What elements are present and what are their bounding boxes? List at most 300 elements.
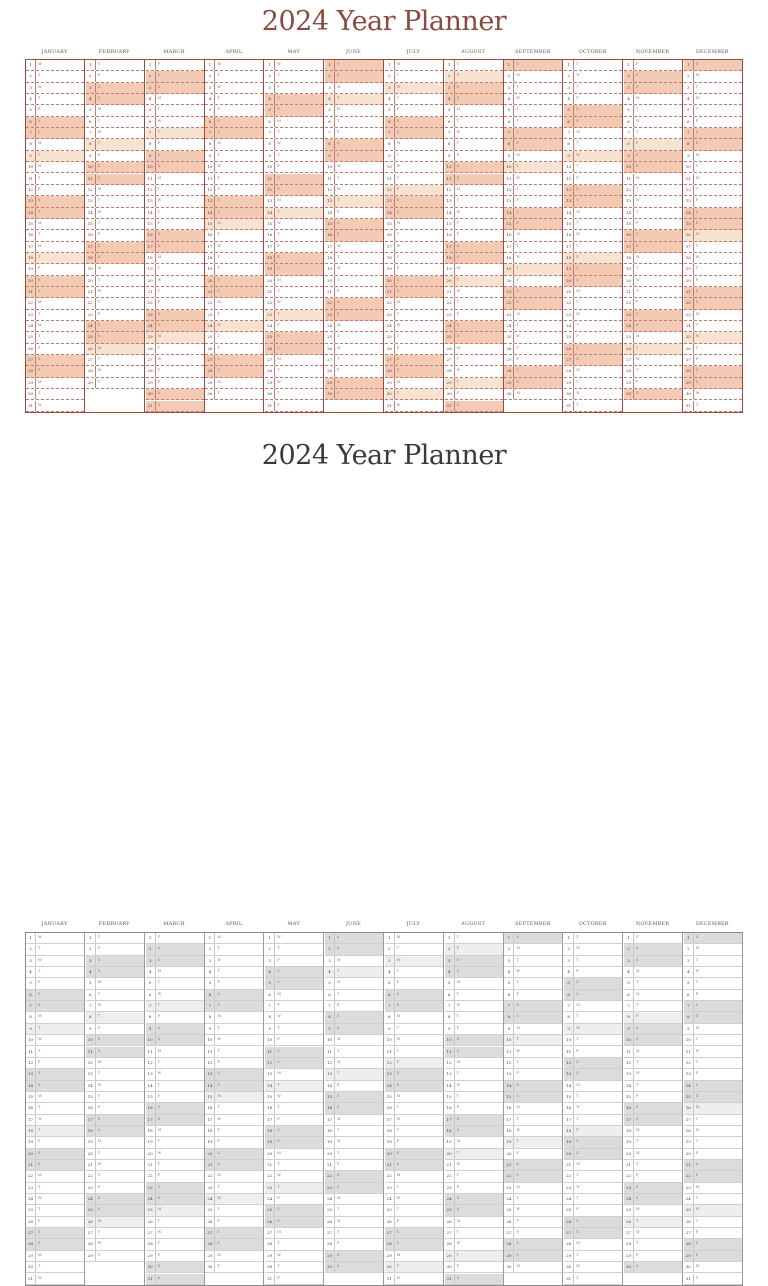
day-cell[interactable] <box>684 1149 742 1160</box>
day-cell[interactable] <box>205 332 263 343</box>
day-cell[interactable] <box>325 1217 383 1228</box>
day-cell[interactable] <box>445 1058 503 1069</box>
day-cell[interactable] <box>146 1239 204 1250</box>
day-cell[interactable] <box>265 242 323 253</box>
day-cell[interactable] <box>564 1024 622 1035</box>
day-cell[interactable] <box>86 933 144 944</box>
day-cell[interactable] <box>146 208 204 219</box>
day-cell[interactable] <box>564 401 622 412</box>
day-cell[interactable] <box>624 1047 682 1058</box>
day-cell[interactable] <box>325 276 383 287</box>
day-cell[interactable] <box>564 1262 622 1273</box>
day-cell[interactable] <box>684 287 742 298</box>
day-cell[interactable] <box>265 264 323 275</box>
day-cell[interactable] <box>146 71 204 82</box>
day-cell[interactable] <box>445 196 503 207</box>
day-cell[interactable] <box>26 1194 84 1205</box>
day-cell[interactable] <box>564 956 622 967</box>
day-cell[interactable] <box>504 1183 562 1194</box>
day-cell[interactable] <box>205 1092 263 1103</box>
day-cell[interactable] <box>504 105 562 116</box>
day-cell[interactable] <box>564 1205 622 1216</box>
day-cell[interactable] <box>26 94 84 105</box>
day-cell[interactable] <box>445 1217 503 1228</box>
day-cell[interactable] <box>26 990 84 1001</box>
day-cell[interactable] <box>385 978 443 989</box>
day-cell[interactable] <box>265 230 323 241</box>
day-cell[interactable] <box>26 1092 84 1103</box>
day-cell[interactable] <box>684 1239 742 1250</box>
day-cell[interactable] <box>26 355 84 366</box>
day-cell[interactable] <box>564 978 622 989</box>
day-cell[interactable] <box>325 1228 383 1239</box>
day-cell[interactable] <box>445 401 503 412</box>
day-cell[interactable] <box>265 1024 323 1035</box>
day-cell[interactable] <box>684 1205 742 1216</box>
day-cell[interactable] <box>146 355 204 366</box>
day-cell[interactable] <box>564 1171 622 1182</box>
day-cell[interactable] <box>385 94 443 105</box>
day-cell[interactable] <box>564 1092 622 1103</box>
day-cell[interactable] <box>205 196 263 207</box>
day-cell[interactable] <box>146 230 204 241</box>
day-cell[interactable] <box>504 276 562 287</box>
day-cell[interactable] <box>86 276 144 287</box>
day-cell[interactable] <box>684 162 742 173</box>
day-cell[interactable] <box>205 94 263 105</box>
day-cell[interactable] <box>146 1012 204 1023</box>
day-cell[interactable] <box>504 1103 562 1114</box>
day-cell[interactable] <box>265 1194 323 1205</box>
day-cell[interactable] <box>86 1217 144 1228</box>
day-cell[interactable] <box>86 151 144 162</box>
day-cell[interactable] <box>86 1103 144 1114</box>
day-cell[interactable] <box>325 242 383 253</box>
day-cell[interactable] <box>385 344 443 355</box>
day-cell[interactable] <box>385 944 443 955</box>
day-cell[interactable] <box>564 1012 622 1023</box>
day-cell[interactable] <box>445 1001 503 1012</box>
day-cell[interactable] <box>265 208 323 219</box>
day-cell[interactable] <box>564 230 622 241</box>
day-cell[interactable] <box>325 1262 383 1273</box>
day-cell[interactable] <box>445 1274 503 1285</box>
day-cell[interactable] <box>385 1262 443 1273</box>
day-cell[interactable] <box>205 1012 263 1023</box>
day-cell[interactable] <box>325 1092 383 1103</box>
day-cell[interactable] <box>624 276 682 287</box>
day-cell[interactable] <box>146 332 204 343</box>
day-cell[interactable] <box>265 355 323 366</box>
day-cell[interactable] <box>684 230 742 241</box>
day-cell[interactable] <box>684 1103 742 1114</box>
day-cell[interactable] <box>504 1239 562 1250</box>
day-cell[interactable] <box>265 128 323 139</box>
day-cell[interactable] <box>205 60 263 71</box>
day-cell[interactable] <box>205 287 263 298</box>
day-cell[interactable] <box>385 1160 443 1171</box>
day-cell[interactable] <box>564 1001 622 1012</box>
day-cell[interactable] <box>445 83 503 94</box>
day-cell[interactable] <box>684 366 742 377</box>
day-cell[interactable] <box>86 1081 144 1092</box>
day-cell[interactable] <box>385 332 443 343</box>
day-cell[interactable] <box>265 366 323 377</box>
day-cell[interactable] <box>624 287 682 298</box>
day-cell[interactable] <box>385 1001 443 1012</box>
day-cell[interactable] <box>205 1137 263 1148</box>
day-cell[interactable] <box>624 933 682 944</box>
day-cell[interactable] <box>146 389 204 400</box>
day-cell[interactable] <box>205 83 263 94</box>
day-cell[interactable] <box>325 1024 383 1035</box>
day-cell[interactable] <box>385 1149 443 1160</box>
day-cell[interactable] <box>385 253 443 264</box>
day-cell[interactable] <box>504 990 562 1001</box>
day-cell[interactable] <box>564 298 622 309</box>
day-cell[interactable] <box>205 344 263 355</box>
day-cell[interactable] <box>385 1024 443 1035</box>
day-cell[interactable] <box>445 1012 503 1023</box>
day-cell[interactable] <box>445 287 503 298</box>
day-cell[interactable] <box>86 967 144 978</box>
day-cell[interactable] <box>385 1137 443 1148</box>
day-cell[interactable] <box>684 242 742 253</box>
day-cell[interactable] <box>205 105 263 116</box>
day-cell[interactable] <box>265 321 323 332</box>
day-cell[interactable] <box>684 1058 742 1069</box>
day-cell[interactable] <box>624 1228 682 1239</box>
day-cell[interactable] <box>86 1012 144 1023</box>
day-cell[interactable] <box>86 242 144 253</box>
day-cell[interactable] <box>624 1069 682 1080</box>
day-cell[interactable] <box>564 1115 622 1126</box>
day-cell[interactable] <box>564 264 622 275</box>
day-cell[interactable] <box>504 1149 562 1160</box>
day-cell[interactable] <box>684 1160 742 1171</box>
day-cell[interactable] <box>26 401 84 412</box>
day-cell[interactable] <box>564 1194 622 1205</box>
day-cell[interactable] <box>445 105 503 116</box>
day-cell[interactable] <box>385 139 443 150</box>
day-cell[interactable] <box>684 1126 742 1137</box>
day-cell[interactable] <box>146 321 204 332</box>
day-cell[interactable] <box>26 1217 84 1228</box>
day-cell[interactable] <box>146 933 204 944</box>
day-cell[interactable] <box>26 1012 84 1023</box>
day-cell[interactable] <box>146 1069 204 1080</box>
day-cell[interactable] <box>26 1251 84 1262</box>
day-cell[interactable] <box>146 967 204 978</box>
day-cell[interactable] <box>26 71 84 82</box>
day-cell[interactable] <box>385 321 443 332</box>
day-cell[interactable] <box>504 83 562 94</box>
day-cell[interactable] <box>146 1115 204 1126</box>
day-cell[interactable] <box>504 1217 562 1228</box>
day-cell[interactable] <box>385 276 443 287</box>
day-cell[interactable] <box>325 298 383 309</box>
day-cell[interactable] <box>445 990 503 1001</box>
day-cell[interactable] <box>265 253 323 264</box>
day-cell[interactable] <box>265 139 323 150</box>
day-cell[interactable] <box>504 1069 562 1080</box>
day-cell[interactable] <box>564 366 622 377</box>
day-cell[interactable] <box>445 378 503 389</box>
day-cell[interactable] <box>624 967 682 978</box>
day-cell[interactable] <box>564 1183 622 1194</box>
day-cell[interactable] <box>445 310 503 321</box>
day-cell[interactable] <box>684 1069 742 1080</box>
day-cell[interactable] <box>684 1035 742 1046</box>
day-cell[interactable] <box>385 1183 443 1194</box>
day-cell[interactable] <box>265 1171 323 1182</box>
day-cell[interactable] <box>445 1137 503 1148</box>
day-cell[interactable] <box>684 1081 742 1092</box>
day-cell[interactable] <box>504 1251 562 1262</box>
day-cell[interactable] <box>684 151 742 162</box>
day-cell[interactable] <box>385 1239 443 1250</box>
day-cell[interactable] <box>684 1012 742 1023</box>
day-cell[interactable] <box>445 332 503 343</box>
day-cell[interactable] <box>504 1001 562 1012</box>
day-cell[interactable] <box>86 196 144 207</box>
day-cell[interactable] <box>86 139 144 150</box>
day-cell[interactable] <box>504 298 562 309</box>
day-cell[interactable] <box>325 253 383 264</box>
day-cell[interactable] <box>624 139 682 150</box>
day-cell[interactable] <box>624 71 682 82</box>
day-cell[interactable] <box>205 208 263 219</box>
day-cell[interactable] <box>26 128 84 139</box>
day-cell[interactable] <box>325 1160 383 1171</box>
day-cell[interactable] <box>146 990 204 1001</box>
day-cell[interactable] <box>624 332 682 343</box>
day-cell[interactable] <box>325 1239 383 1250</box>
day-cell[interactable] <box>325 1251 383 1262</box>
day-cell[interactable] <box>564 1274 622 1285</box>
day-cell[interactable] <box>26 967 84 978</box>
day-cell[interactable] <box>26 162 84 173</box>
day-cell[interactable] <box>385 1115 443 1126</box>
day-cell[interactable] <box>684 1262 742 1273</box>
day-cell[interactable] <box>624 1239 682 1250</box>
day-cell[interactable] <box>684 1115 742 1126</box>
day-cell[interactable] <box>205 1069 263 1080</box>
day-cell[interactable] <box>325 1126 383 1137</box>
day-cell[interactable] <box>684 1183 742 1194</box>
day-cell[interactable] <box>564 1081 622 1092</box>
day-cell[interactable] <box>86 264 144 275</box>
day-cell[interactable] <box>86 1058 144 1069</box>
day-cell[interactable] <box>146 1228 204 1239</box>
day-cell[interactable] <box>86 1126 144 1137</box>
day-cell[interactable] <box>265 1115 323 1126</box>
day-cell[interactable] <box>624 1012 682 1023</box>
day-cell[interactable] <box>86 117 144 128</box>
day-cell[interactable] <box>445 185 503 196</box>
day-cell[interactable] <box>86 162 144 173</box>
day-cell[interactable] <box>26 310 84 321</box>
day-cell[interactable] <box>325 944 383 955</box>
day-cell[interactable] <box>265 1035 323 1046</box>
day-cell[interactable] <box>564 174 622 185</box>
day-cell[interactable] <box>265 196 323 207</box>
day-cell[interactable] <box>624 83 682 94</box>
day-cell[interactable] <box>624 366 682 377</box>
day-cell[interactable] <box>26 242 84 253</box>
day-cell[interactable] <box>445 253 503 264</box>
day-cell[interactable] <box>146 174 204 185</box>
day-cell[interactable] <box>445 219 503 230</box>
day-cell[interactable] <box>624 128 682 139</box>
day-cell[interactable] <box>445 1262 503 1273</box>
day-cell[interactable] <box>205 253 263 264</box>
day-cell[interactable] <box>205 1160 263 1171</box>
day-cell[interactable] <box>146 128 204 139</box>
day-cell[interactable] <box>265 990 323 1001</box>
day-cell[interactable] <box>86 321 144 332</box>
day-cell[interactable] <box>624 264 682 275</box>
day-cell[interactable] <box>325 151 383 162</box>
day-cell[interactable] <box>26 253 84 264</box>
day-cell[interactable] <box>624 196 682 207</box>
day-cell[interactable] <box>86 1092 144 1103</box>
day-cell[interactable] <box>26 151 84 162</box>
day-cell[interactable] <box>265 1081 323 1092</box>
day-cell[interactable] <box>265 1092 323 1103</box>
day-cell[interactable] <box>146 94 204 105</box>
day-cell[interactable] <box>624 1058 682 1069</box>
day-cell[interactable] <box>684 1194 742 1205</box>
day-cell[interactable] <box>385 366 443 377</box>
day-cell[interactable] <box>504 219 562 230</box>
day-cell[interactable] <box>325 174 383 185</box>
day-cell[interactable] <box>564 344 622 355</box>
day-cell[interactable] <box>564 332 622 343</box>
day-cell[interactable] <box>564 208 622 219</box>
day-cell[interactable] <box>146 1081 204 1092</box>
day-cell[interactable] <box>504 310 562 321</box>
day-cell[interactable] <box>265 185 323 196</box>
day-cell[interactable] <box>445 344 503 355</box>
day-cell[interactable] <box>684 1047 742 1058</box>
day-cell[interactable] <box>445 276 503 287</box>
day-cell[interactable] <box>325 389 383 400</box>
day-cell[interactable] <box>564 287 622 298</box>
day-cell[interactable] <box>445 94 503 105</box>
day-cell[interactable] <box>26 1047 84 1058</box>
day-cell[interactable] <box>684 332 742 343</box>
day-cell[interactable] <box>504 1024 562 1035</box>
day-cell[interactable] <box>325 378 383 389</box>
day-cell[interactable] <box>385 264 443 275</box>
day-cell[interactable] <box>265 174 323 185</box>
day-cell[interactable] <box>205 1126 263 1137</box>
day-cell[interactable] <box>146 956 204 967</box>
day-cell[interactable] <box>86 990 144 1001</box>
day-cell[interactable] <box>564 1069 622 1080</box>
day-cell[interactable] <box>445 230 503 241</box>
day-cell[interactable] <box>86 956 144 967</box>
day-cell[interactable] <box>564 276 622 287</box>
day-cell[interactable] <box>26 230 84 241</box>
day-cell[interactable] <box>504 196 562 207</box>
day-cell[interactable] <box>684 276 742 287</box>
day-cell[interactable] <box>504 287 562 298</box>
day-cell[interactable] <box>86 1047 144 1058</box>
day-cell[interactable] <box>265 1217 323 1228</box>
day-cell[interactable] <box>205 185 263 196</box>
day-cell[interactable] <box>146 1047 204 1058</box>
day-cell[interactable] <box>504 1228 562 1239</box>
day-cell[interactable] <box>325 117 383 128</box>
day-cell[interactable] <box>205 117 263 128</box>
day-cell[interactable] <box>564 933 622 944</box>
day-cell[interactable] <box>564 185 622 196</box>
day-cell[interactable] <box>325 933 383 944</box>
day-cell[interactable] <box>86 332 144 343</box>
day-cell[interactable] <box>86 1183 144 1194</box>
day-cell[interactable] <box>504 139 562 150</box>
day-cell[interactable] <box>385 310 443 321</box>
day-cell[interactable] <box>205 978 263 989</box>
day-cell[interactable] <box>26 83 84 94</box>
day-cell[interactable] <box>86 105 144 116</box>
day-cell[interactable] <box>564 1149 622 1160</box>
day-cell[interactable] <box>445 139 503 150</box>
day-cell[interactable] <box>504 94 562 105</box>
day-cell[interactable] <box>445 1069 503 1080</box>
day-cell[interactable] <box>385 1274 443 1285</box>
day-cell[interactable] <box>86 1149 144 1160</box>
day-cell[interactable] <box>445 60 503 71</box>
day-cell[interactable] <box>265 332 323 343</box>
day-cell[interactable] <box>445 366 503 377</box>
day-cell[interactable] <box>26 208 84 219</box>
day-cell[interactable] <box>146 1001 204 1012</box>
day-cell[interactable] <box>146 1149 204 1160</box>
day-cell[interactable] <box>26 332 84 343</box>
day-cell[interactable] <box>684 253 742 264</box>
day-cell[interactable] <box>684 117 742 128</box>
day-cell[interactable] <box>146 1217 204 1228</box>
day-cell[interactable] <box>325 71 383 82</box>
day-cell[interactable] <box>205 71 263 82</box>
day-cell[interactable] <box>445 151 503 162</box>
day-cell[interactable] <box>26 287 84 298</box>
day-cell[interactable] <box>205 933 263 944</box>
day-cell[interactable] <box>624 1149 682 1160</box>
day-cell[interactable] <box>624 1205 682 1216</box>
day-cell[interactable] <box>624 389 682 400</box>
day-cell[interactable] <box>504 389 562 400</box>
day-cell[interactable] <box>445 1103 503 1114</box>
day-cell[interactable] <box>385 389 443 400</box>
day-cell[interactable] <box>504 956 562 967</box>
day-cell[interactable] <box>205 242 263 253</box>
day-cell[interactable] <box>504 1194 562 1205</box>
day-cell[interactable] <box>624 94 682 105</box>
day-cell[interactable] <box>86 287 144 298</box>
day-cell[interactable] <box>504 1160 562 1171</box>
day-cell[interactable] <box>26 344 84 355</box>
day-cell[interactable] <box>385 990 443 1001</box>
day-cell[interactable] <box>684 128 742 139</box>
day-cell[interactable] <box>564 1160 622 1171</box>
day-cell[interactable] <box>325 366 383 377</box>
day-cell[interactable] <box>325 978 383 989</box>
day-cell[interactable] <box>86 174 144 185</box>
